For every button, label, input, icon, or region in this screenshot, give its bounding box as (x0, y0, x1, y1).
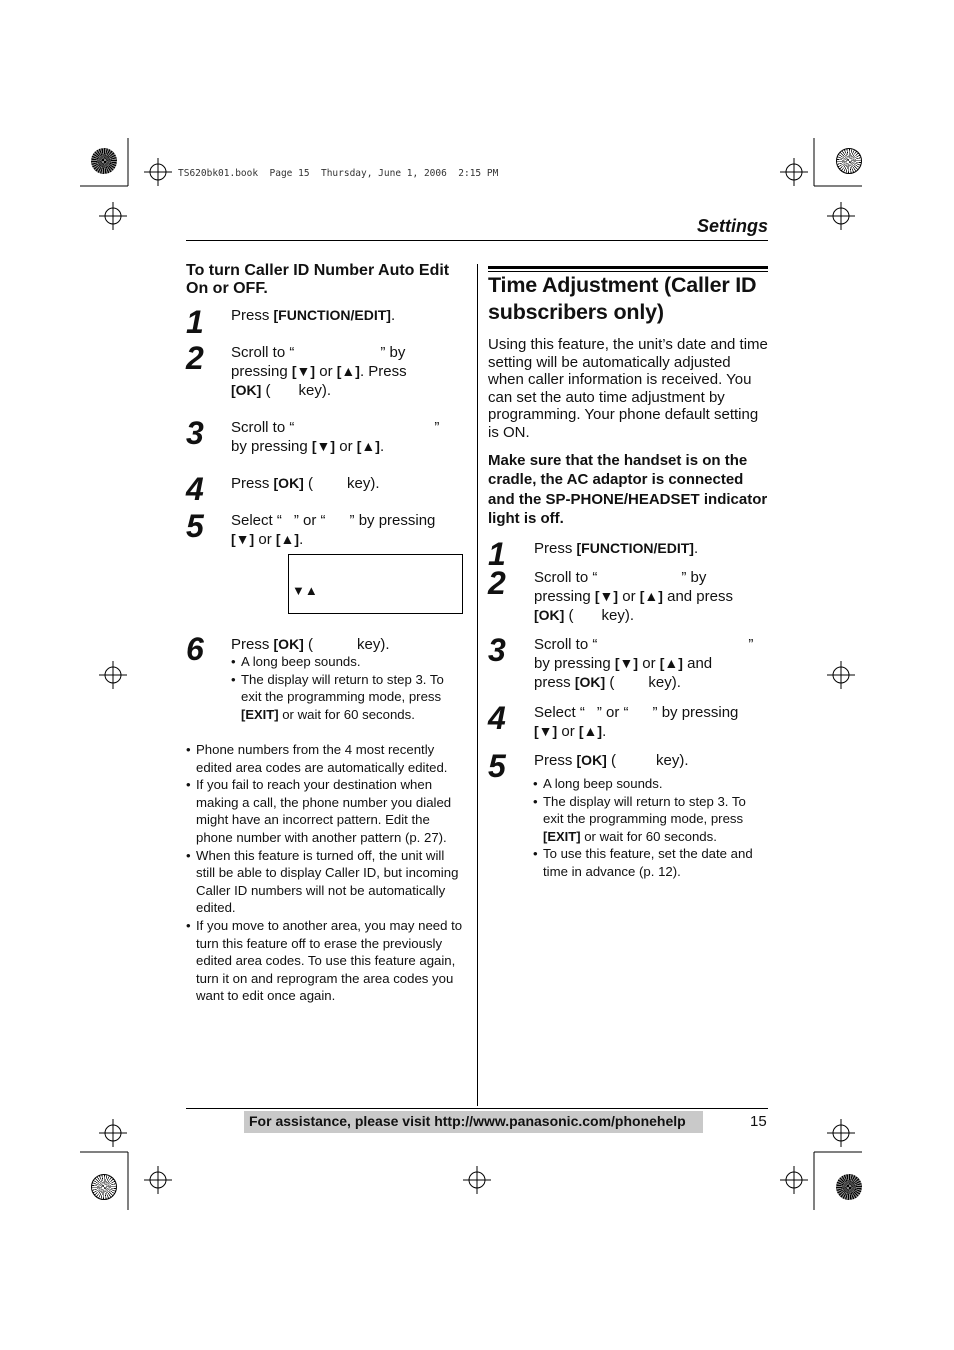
intro-paragraph: Using this feature, the unit’s date and time setting will be automatically adjusted when caller information is received. You can set the auto time adjustment by programming. Your phone default setting is ON. (488, 336, 768, 441)
list-item: • The display will return to step 3. To exit the programming mode, press [EXIT] or wait for 60 seconds. (533, 793, 769, 846)
step-number: 1 (186, 304, 204, 340)
list-item: • A long beep sounds. (533, 775, 769, 793)
step-number: 3 (488, 632, 506, 668)
list-item: • If you move to another area, you may need to turn this feature off to erase the previously edited area codes. To use this feature again, turn it on and reprogram the area codes you want to edit once again. (186, 917, 466, 1005)
list-item: • When this feature is turned off, the unit will still be able to display Caller ID, but incoming Caller ID numbers will not be automatically edited. (186, 847, 466, 917)
step-3-text: Scroll to “ ” by pressing [▼] or [▲]. (231, 419, 440, 455)
header-rule (186, 240, 768, 241)
assistance-text: For assistance, please visit http://www.panasonic.com/phonehelp (249, 1113, 686, 1129)
column-divider (477, 264, 478, 1106)
right-notes (533, 775, 769, 881)
left-notes (186, 741, 466, 1005)
page-number: 15 (750, 1113, 767, 1130)
list-item: • The display will return to step 3. To exit the programming mode, press [EXIT] or wait for 60 seconds. (231, 671, 465, 724)
step-5-text: Press [OK] ( key). (534, 752, 689, 769)
footer-rule (186, 1108, 768, 1109)
step-number: 2 (488, 565, 506, 601)
lcd-display (288, 554, 463, 614)
step-number: 4 (488, 700, 506, 736)
warning-paragraph: Make sure that the handset is on the cradle, the AC adaptor is connected and the SP-PHONE/HEADSET indicator light is off. (488, 452, 768, 528)
list-item: • To use this feature, set the date and time in advance (p. 12). (533, 845, 769, 880)
step-number: 1 (488, 536, 506, 572)
section-heading: Time Adjustment (Caller ID subscribers only) (488, 273, 757, 324)
scroll-arrows-icon: ▼▲ (292, 583, 318, 598)
step-6-notes (231, 653, 465, 723)
step-number: 2 (186, 340, 204, 376)
step-2-text: Scroll to “ ” by pressing [▼] or [▲]. Press [OK] ( key). (231, 344, 407, 399)
step-number: 4 (186, 471, 204, 507)
heading-rule (488, 266, 768, 269)
left-subheading: To turn Caller ID Number Auto Edit On or OFF. (186, 262, 450, 297)
step-5-text: Select “ ” or “ ” by pressing [▼] or [▲]. (231, 512, 436, 548)
color-registration-icon (836, 1174, 862, 1200)
step-2-text: Scroll to “ ” by pressing [▼] or [▲] and press [OK] ( key). (534, 569, 733, 624)
step-1-text: Press [FUNCTION/EDIT]. (534, 540, 699, 557)
step-4-text: Select “ ” or “ ” by pressing [▼] or [▲]. (534, 704, 739, 740)
step-3-text: Scroll to “ ” by pressing [▼] or [▲] and press [OK] ( key). (534, 636, 754, 691)
step-number: 6 (186, 631, 204, 667)
print-header: TS620bk01.book Page 15 Thursday, June 1, 2006 2:15 PM (178, 168, 499, 179)
step-number: 5 (186, 508, 204, 544)
color-registration-icon (91, 148, 117, 174)
step-4-text: Press [OK] ( key). (231, 475, 380, 492)
step-1-text: Press [FUNCTION/EDIT]. (231, 307, 396, 324)
list-item: • A long beep sounds. (231, 653, 465, 671)
section-title: Settings (696, 216, 768, 236)
step-number: 3 (186, 415, 204, 451)
color-registration-icon (91, 1174, 117, 1200)
step-number: 5 (488, 748, 506, 784)
list-item: • Phone numbers from the 4 most recently edited area codes are automatically edited. (186, 741, 466, 776)
step-6-text: Press [OK] ( key). (231, 636, 390, 653)
color-registration-icon (836, 148, 862, 174)
list-item: • If you fail to reach your destination when making a call, the phone number you dialed might have an incorrect pattern. Edit the phone number with another pattern (p. 27). (186, 776, 466, 846)
